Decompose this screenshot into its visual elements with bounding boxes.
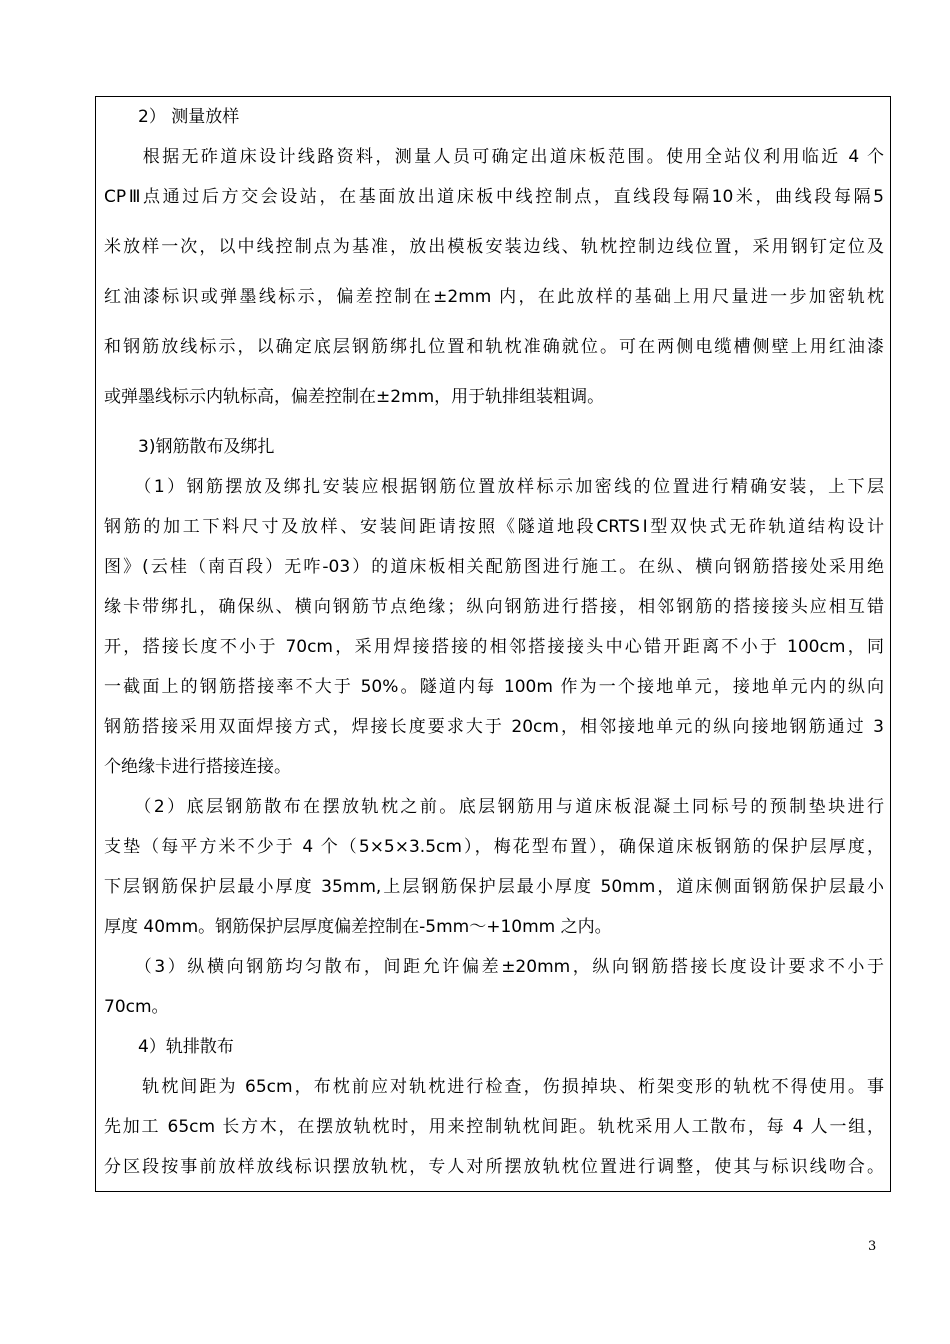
text-line: 下层钢筋保护层最小厚度 35mm,上层钢筋保护层最小厚度 50mm，道床侧面钢筋保护层最小 [104, 877, 884, 897]
text-line: 米放样一次，以中线控制点为基准，放出模板安装边线、轨枕控制边线位置，采用钢钉定位及 [104, 237, 884, 257]
text-line: 先加工 65cm 长方木，在摆放轨枕时，用来控制轨枕间距。轨枕采用人工散布，每 4 人一组， [104, 1117, 884, 1137]
text-line: （3）纵横向钢筋均匀散布，间距允许偏差±20mm，纵向钢筋搭接长度设计要求不小于 [104, 957, 884, 977]
text-line: 一截面上的钢筋搭接率不大于 50%。隧道内每 100m 作为一个接地单元，接地单元内的纵向 [104, 677, 884, 697]
text-line: 或弹墨线标示内轨标高，偏差控制在±2mm，用于轨排组装粗调。 [104, 387, 605, 407]
text-line: 分区段按事前放样放线标识摆放轨枕，专人对所摆放轨枕位置进行调整，使其与标识线吻合。 [104, 1157, 884, 1177]
page-number: 3 [868, 1239, 877, 1254]
text-line: 图》(云桂（南百段）无咋-03）的道床板相关配筋图进行施工。在纵、横向钢筋搭接处采用绝 [104, 557, 884, 577]
text-line: 根据无砟道床设计线路资料，测量人员可确定出道床板范围。使用全站仪利用临近 4 个 [104, 147, 884, 167]
text-line: 缘卡带绑扎，确保纵、横向钢筋节点绝缘；纵向钢筋进行搭接，相邻钢筋的搭接接头应相互错 [104, 597, 884, 617]
text-line: 轨枕间距为 65cm，布枕前应对轨枕进行检查，伤损掉块、桁架变形的轨枕不得使用。事 [104, 1077, 884, 1097]
text-line: （2）底层钢筋散布在摆放轨枕之前。底层钢筋用与道床板混凝土同标号的预制垫块进行 [104, 797, 884, 817]
text-line: 个绝缘卡进行搭接连接。 [104, 757, 291, 777]
content-frame [95, 96, 891, 1192]
text-line: 和钢筋放线标示，以确定底层钢筋绑扎位置和轨枕准确就位。可在两侧电缆槽侧壁上用红油漆 [104, 337, 884, 357]
text-line: 支垫（每平方米不少于 4 个（5×5×3.5cm），梅花型布置），确保道床板钢筋的保护层厚度， [104, 837, 884, 857]
heading-rebar: 3)钢筋散布及绑扎 [104, 437, 275, 457]
text-line: CPⅢ点通过后方交会设站，在基面放出道床板中线控制点，直线段每隔10米，曲线段每隔5 [104, 187, 884, 207]
text-line: 厚度 40mm。钢筋保护层厚度偏差控制在-5mm～+10mm 之内。 [104, 917, 612, 937]
text-line: 开，搭接长度不小于 70cm，采用焊接搭接的相邻搭接接头中心错开距离不小于 100cm，同 [104, 637, 884, 657]
heading-survey: 2） 测量放样 [104, 107, 240, 127]
text-line: 钢筋的加工下料尺寸及放样、安装间距请按照《隧道地段CRTSⅠ型双快式无砟轨道结构设计 [104, 517, 884, 537]
text-line: 70cm。 [104, 997, 169, 1017]
text-line: 钢筋搭接采用双面焊接方式，焊接长度要求大于 20cm，相邻接地单元的纵向接地钢筋通过 3 [104, 717, 884, 737]
heading-track-panel: 4）轨排散布 [104, 1037, 234, 1057]
text-line: （1）钢筋摆放及绑扎安装应根据钢筋位置放样标示加密线的位置进行精确安装，上下层 [104, 477, 884, 497]
text-line: 红油漆标识或弹墨线标示，偏差控制在±2mm 内，在此放样的基础上用尺量进一步加密轨枕 [104, 287, 884, 307]
